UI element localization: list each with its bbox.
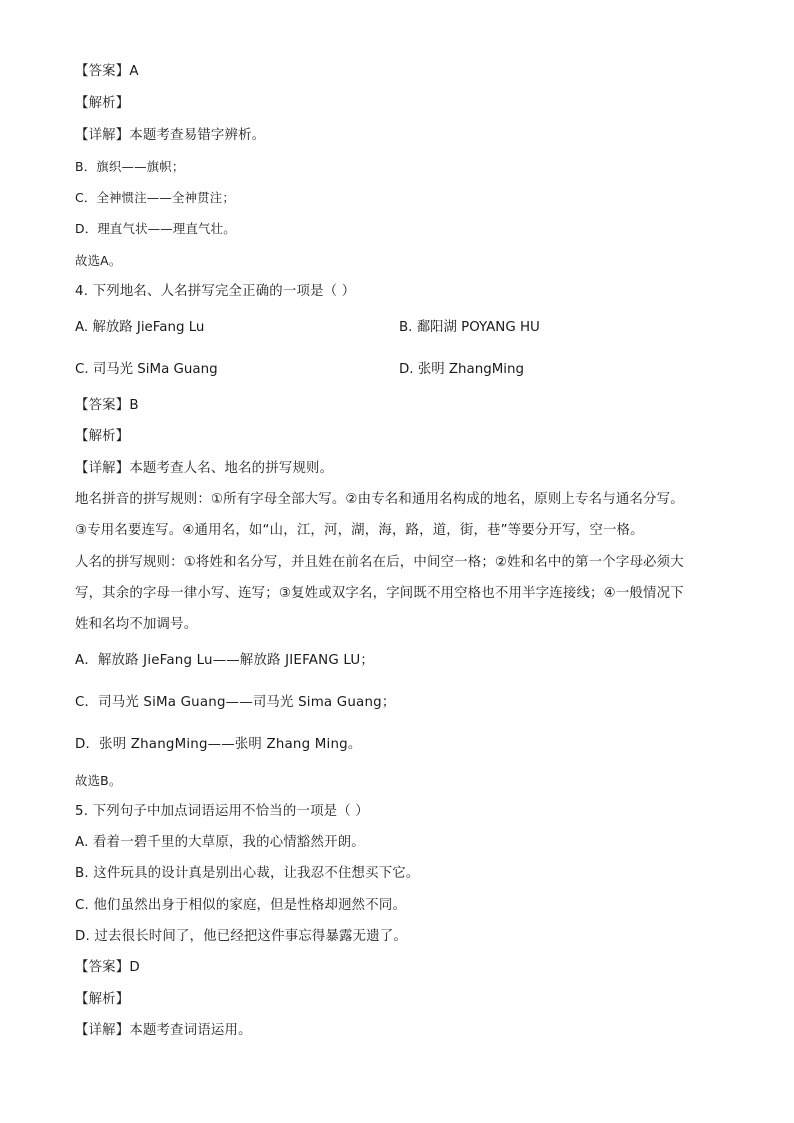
q3-item-c: C．全神惯注——全神贯注；	[75, 190, 235, 205]
q5-analysis-label: 【解析】	[75, 992, 130, 1007]
q5-detail: 【详解】本题考查词语运用。	[75, 1023, 252, 1038]
q3-detail: 【详解】本题考查易错字辨析。	[75, 128, 266, 143]
q4-conclusion: 故选B。	[75, 773, 122, 788]
q4-place-rule-line-2: ③专用名要连写。④通用名，如“山，江，河，湖，海，路，道，街，巷”等要分开写，空一格。	[75, 523, 644, 538]
q4-detail: 【详解】本题考查人名、地名的拼写规则。	[75, 461, 334, 476]
q4-analysis-label: 【解析】	[75, 429, 130, 444]
q4-option-c: C. 司马光 SiMa Guang	[75, 362, 218, 377]
q3-answer: 【答案】A	[75, 64, 139, 79]
q4-correction-a: A．解放路 JieFang Lu——解放路 JIEFANG LU；	[75, 653, 374, 668]
q4-option-d: D. 张明 ZhangMing	[399, 362, 524, 377]
q3-conclusion: 故选A。	[75, 253, 122, 268]
q5-question: 5. 下列句子中加点词语运用不恰当的一项是（ ）	[75, 804, 369, 819]
q4-answer: 【答案】B	[75, 398, 139, 413]
q4-name-rule-line-2: 写，其余的字母一律小写、连写；③复姓或双字名，字间既不用空格也不用半字连接线；④一般情况下	[75, 586, 684, 601]
q3-analysis-label: 【解析】	[75, 96, 130, 111]
q4-correction-c: C．司马光 SiMa Guang——司马光 Sima Guang；	[75, 695, 396, 710]
q5-answer: 【答案】D	[75, 960, 140, 975]
q5-option-c: C. 他们虽然出身于相似的家庭，但是性格却迥然不同。	[75, 898, 407, 913]
q4-place-rule-line-1: 地名拼音的拼写规则：①所有字母全部大写。②由专名和通用名构成的地名，原则上专名与通名分写。	[75, 492, 684, 507]
q4-correction-d: D．张明 ZhangMing——张明 Zhang Ming。	[75, 737, 362, 752]
q4-option-b: B. 鄱阳湖 POYANG HU	[399, 320, 540, 335]
q5-option-d: D. 过去很长时间了，他已经把这件事忘得暴露无遗了。	[75, 929, 408, 944]
q3-item-d: D．理直气状——理直气壮。	[75, 221, 236, 236]
q5-option-b: B. 这件玩具的设计真是别出心裁，让我忍不住想买下它。	[75, 866, 420, 881]
q4-name-rule-line-1: 人名的拼写规则：①将姓和名分写，并且姓在前名在后，中间空一格；②姓和名中的第一个字母必须大	[75, 555, 684, 570]
q4-option-a: A. 解放路 JieFang Lu	[75, 320, 205, 335]
q5-option-a: A. 看着一碧千里的大草原，我的心情豁然开朗。	[75, 835, 365, 850]
q3-item-b: B．旗织——旗帜；	[75, 159, 185, 174]
q4-question: 4. 下列地名、人名拼写完全正确的一项是（ ）	[75, 284, 356, 299]
q4-name-rule-line-3: 姓和名均不加调号。	[75, 617, 198, 632]
